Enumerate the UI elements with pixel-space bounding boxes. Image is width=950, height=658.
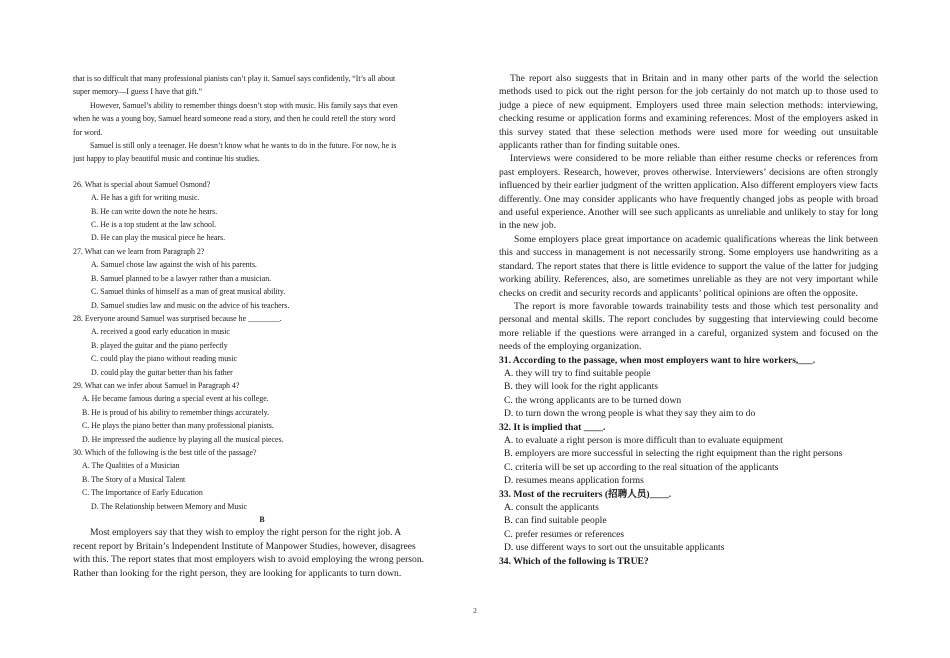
question-30: 30. Which of the following is the best title of the passage? [73,447,257,457]
option: B. employers are more successful in selecting the right equipment than the right persons [504,448,843,460]
question-34: 34. Which of the following is TRUE? [499,555,649,567]
passage-line: Samuel is still only a teenager. He doesn’t know what he wants to do in the future. For now, he is [90,141,397,151]
passage-line: However, Samuel’s ability to remember things doesn’t stop with music. His family says that even [90,100,398,110]
option: C. the wrong applicants are to be turned down [504,394,682,406]
option: B. can find suitable people [504,515,607,527]
question-26: 26. What is special about Samuel Osmond? [73,179,211,189]
question-27: 27. What can we learn from Paragraph 2? [73,246,205,256]
option: D. resumes means application forms [504,475,644,487]
paragraph: Some employers place great importance on academic qualifications whereas the link between this and success in management is not necessarily strong. Some employers use handwriting as a standard. The report states that there is little evidence to support the value of the latter for judging working ability. References, also, are sometimes unreliable as they are not very important while checks on credit and security records and applicants’ political opinions are often the opposite. [499,233,878,299]
option: C. prefer resumes or references [504,528,625,540]
option: B. The Story of a Musical Talent [82,474,186,484]
question-33: 33. Most of the recruiters (招聘人员)____. [499,488,672,500]
option: A. they will try to find suitable people [504,367,651,379]
question-29: 29. What can we infer about Samuel in Paragraph 4? [73,380,240,390]
passage-line: when he was a young boy, Samuel heard someone read a story, and then he could retell the story word [73,114,396,124]
question-32: 32. It is implied that ____. [499,421,606,433]
paragraph: The report also suggests that in Britain and in many other parts of the world the selection methods used to pick out the right person for the job certainly do not match up to those used to judge a piece of new equipment. Employers used three main selection methods: interviewing, checking resume or application forms and examining references. Most of the employers asked in this survey stated that these selection methods were used more for weeding out unsuitable applicants rather than for finding suitable ones. [499,73,878,152]
passage-line: for word. [73,127,103,137]
question-31: 31. According to the passage, when most employers want to hire workers,___. [499,354,816,366]
paragraph: The report is more favorable towards trainability tests and those which test personality and personal and mental skills. The report concludes by suggesting that interviewing could become more reliable if the questions were arranged in a careful, organized system and focused on the needs of the employing organization. [499,300,878,353]
section-heading: B [259,515,265,524]
option: D. Samuel studies law and music on the advice of his teachers. [91,300,290,310]
option: A. to evaluate a right person is more difficult than to evaluate equipment [504,434,783,446]
option: A. He became famous during a special event at his college. [82,394,269,404]
option: B. they will look for the right applicants [504,381,659,393]
option: A. The Qualities of a Musician [82,461,180,471]
option: A. He has a gift for writing music. [91,193,200,203]
option: C. He plays the piano better than many professional pianists. [82,421,274,431]
question-28: 28. Everyone around Samuel was surprised because he ________. [73,313,282,323]
right-column [499,72,878,568]
option: D. to turn down the wrong people is what they say they aim to do [504,408,756,420]
option: A. received a good early education in music [91,327,230,337]
option: D. He can play the musical piece he hears. [91,233,226,243]
option: A. consult the applicants [504,502,599,513]
option: B. He can write down the note he hears. [91,206,218,216]
option: A. Samuel chose law against the wish of his parents. [91,260,257,270]
option: D. use different ways to sort out the unsuitable applicants [504,542,725,554]
option: B. Samuel planned to be a lawyer rather than a musician. [91,273,272,283]
left-column [73,72,451,580]
paragraph: Interviews were considered to be more reliable than either resume checks or references from past employers. Research, however, proves otherwise. Interviewers’ decisions are often strongly influenced by their earlier judgment of the written application. Also different employers view facts differently. One may consider applicants who have frequently changed jobs as people with broad and useful experience. Another will see such applicants as unreliable and unlikely to stay for long in the new job. [499,153,878,232]
page-number: 2 [473,606,477,615]
option: D. He impressed the audience by playing all the musical pieces. [82,434,284,444]
option: B. He is proud of his ability to remember things accurately. [82,407,270,417]
option: C. The Importance of Early Education [82,488,203,498]
passage-line: just happy to play beautiful music and continue his studies. [73,154,260,164]
passage-line: super memory—I guess I have that gift.” [73,87,203,97]
option: C. criteria will be set up according to the real situation of the applicants [504,461,779,473]
passage-line: with this. The report states that most employers wish to avoid employing the wrong person. [73,554,425,566]
option: C. He is a top student at the law school. [91,220,217,230]
passage-line: recent report by Britain’s Independent Institute of Manpower Studies, however, disagrees [73,540,416,552]
passage-line: Rather than looking for the right person, they are looking for applicants to turn down. [73,567,402,579]
option: C. Samuel thinks of himself as a man of great musical ability. [91,287,286,297]
option: C. could play the piano without reading music [91,354,237,364]
option: D. could play the guitar better than his father [91,367,233,377]
passage-line: Most employers say that they wish to employ the right person for the right job. A [90,527,402,539]
option: B. played the guitar and the piano perfectly [91,340,228,350]
passage-line: that is so difficult that many professional pianists can’t play it. Samuel says confidently, “It’s all about [73,74,396,83]
option: D. The Relationship between Memory and Music [91,501,248,511]
